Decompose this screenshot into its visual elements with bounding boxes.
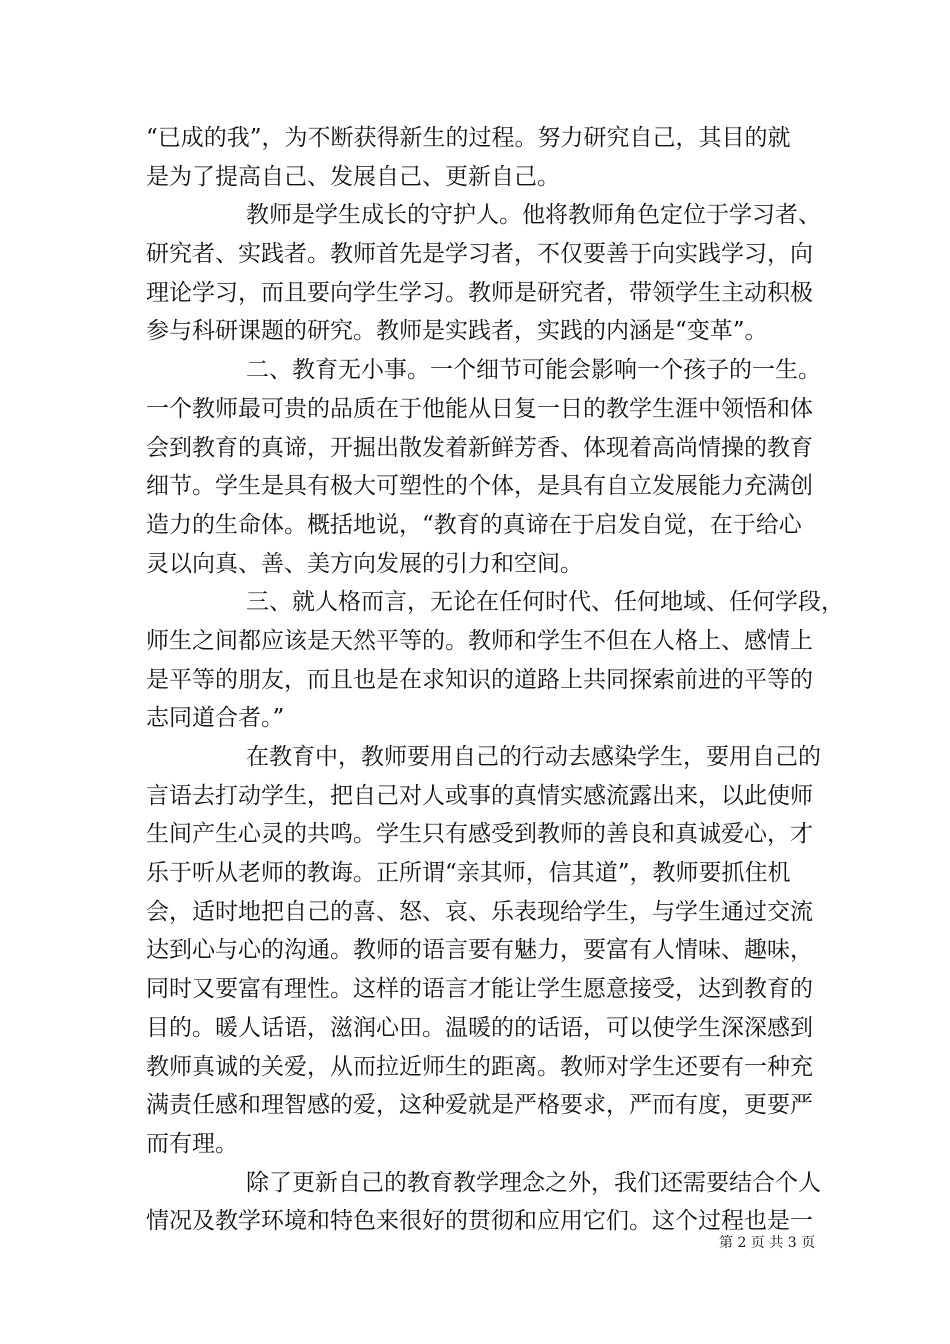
text-line: 教师真诚的关爱，从而拉近师生的距离。教师对学生还要有一种充 — [146, 1053, 813, 1080]
text-line: 满责任感和理智感的爱，这种爱就是严格要求，严而有度，更要严 — [146, 1092, 813, 1119]
text-line: 是平等的朋友，而且也是在求知识的道路上共同探索前进的平等的 — [146, 666, 813, 693]
text-line: 会到教育的真谛，开掘出散发着新鲜芳香、体现着高尚情操的教育 — [146, 434, 813, 461]
text-line: 造力的生命体。概括地说，“教育的真谛在于启发自觉，在于给心 — [146, 511, 802, 538]
text-line: 灵以向真、善、美方向发展的引力和空间。 — [146, 550, 583, 577]
text-line: 乐于听从老师的教诲。正所谓“亲其师，信其道”，教师要抓住机 — [146, 860, 791, 887]
text-line: 三、就人格而言，无论在任何时代、任何地域、任何学段， — [246, 589, 844, 616]
text-line: “已成的我”，为不断获得新生的过程。努力研究自己，其目的就 — [146, 125, 791, 151]
page-number: 第 2 页 共 3 页 — [719, 1235, 816, 1251]
text-line: 二、教育无小事。一个细节可能会影响一个孩子的一生。 — [246, 357, 821, 384]
text-line: 言语去打动学生，把自己对人或事的真情实感流露出来，以此使师 — [146, 782, 813, 809]
text-line: 教师是学生成长的守护人。他将教师角色定位于学习者、 — [246, 202, 821, 229]
text-line: 情况及教学环境和特色来很好的贯彻和应用它们。这个过程也是一 — [146, 1208, 813, 1235]
text-line: 参与科研课题的研究。教师是实践者，实践的内涵是“变革”。 — [146, 318, 768, 345]
text-line: 研究者、实践者。教师首先是学习者，不仅要善于向实践学习，向 — [146, 241, 813, 268]
text-line: 细节。学生是具有极大可塑性的个体，是具有自立发展能力充满创 — [146, 473, 813, 500]
text-line: 除了更新自己的教育教学理念之外，我们还需要结合个人 — [246, 1169, 821, 1196]
text-line: 生间产生心灵的共鸣。学生只有感受到教师的善良和真诚爱心，才 — [146, 821, 813, 848]
text-line: 是为了提高自己、发展自己、更新自己。 — [146, 163, 560, 190]
body-text — [146, 119, 844, 1241]
text-line: 同时又要富有理性。这样的语言才能让学生愿意接受，达到教育的 — [146, 976, 813, 1003]
text-line: 理论学习，而且要向学生学习。教师是研究者，带领学生主动积极 — [146, 279, 813, 306]
text-line: 达到心与心的沟通。教师的语言要有魅力，要富有人情味、趣味， — [146, 937, 813, 964]
text-line: 在教育中，教师要用自己的行动去感染学生，要用自己的 — [246, 744, 821, 770]
text-line: 而有理。 — [146, 1130, 238, 1157]
text-line: 师生之间都应该是天然平等的。教师和学生不但在人格上、感情上 — [146, 627, 813, 654]
text-line: 会，适时地把自己的喜、怒、哀、乐表现给学生，与学生通过交流 — [146, 898, 813, 925]
text-line: 志同道合者。” — [146, 705, 285, 732]
text-line: 目的。暖人话语，滋润心田。温暖的的话语，可以使学生深深感到 — [146, 1014, 813, 1041]
text-line: 一个教师最可贵的品质在于他能从日复一日的教学生涯中领悟和体 — [146, 395, 813, 422]
